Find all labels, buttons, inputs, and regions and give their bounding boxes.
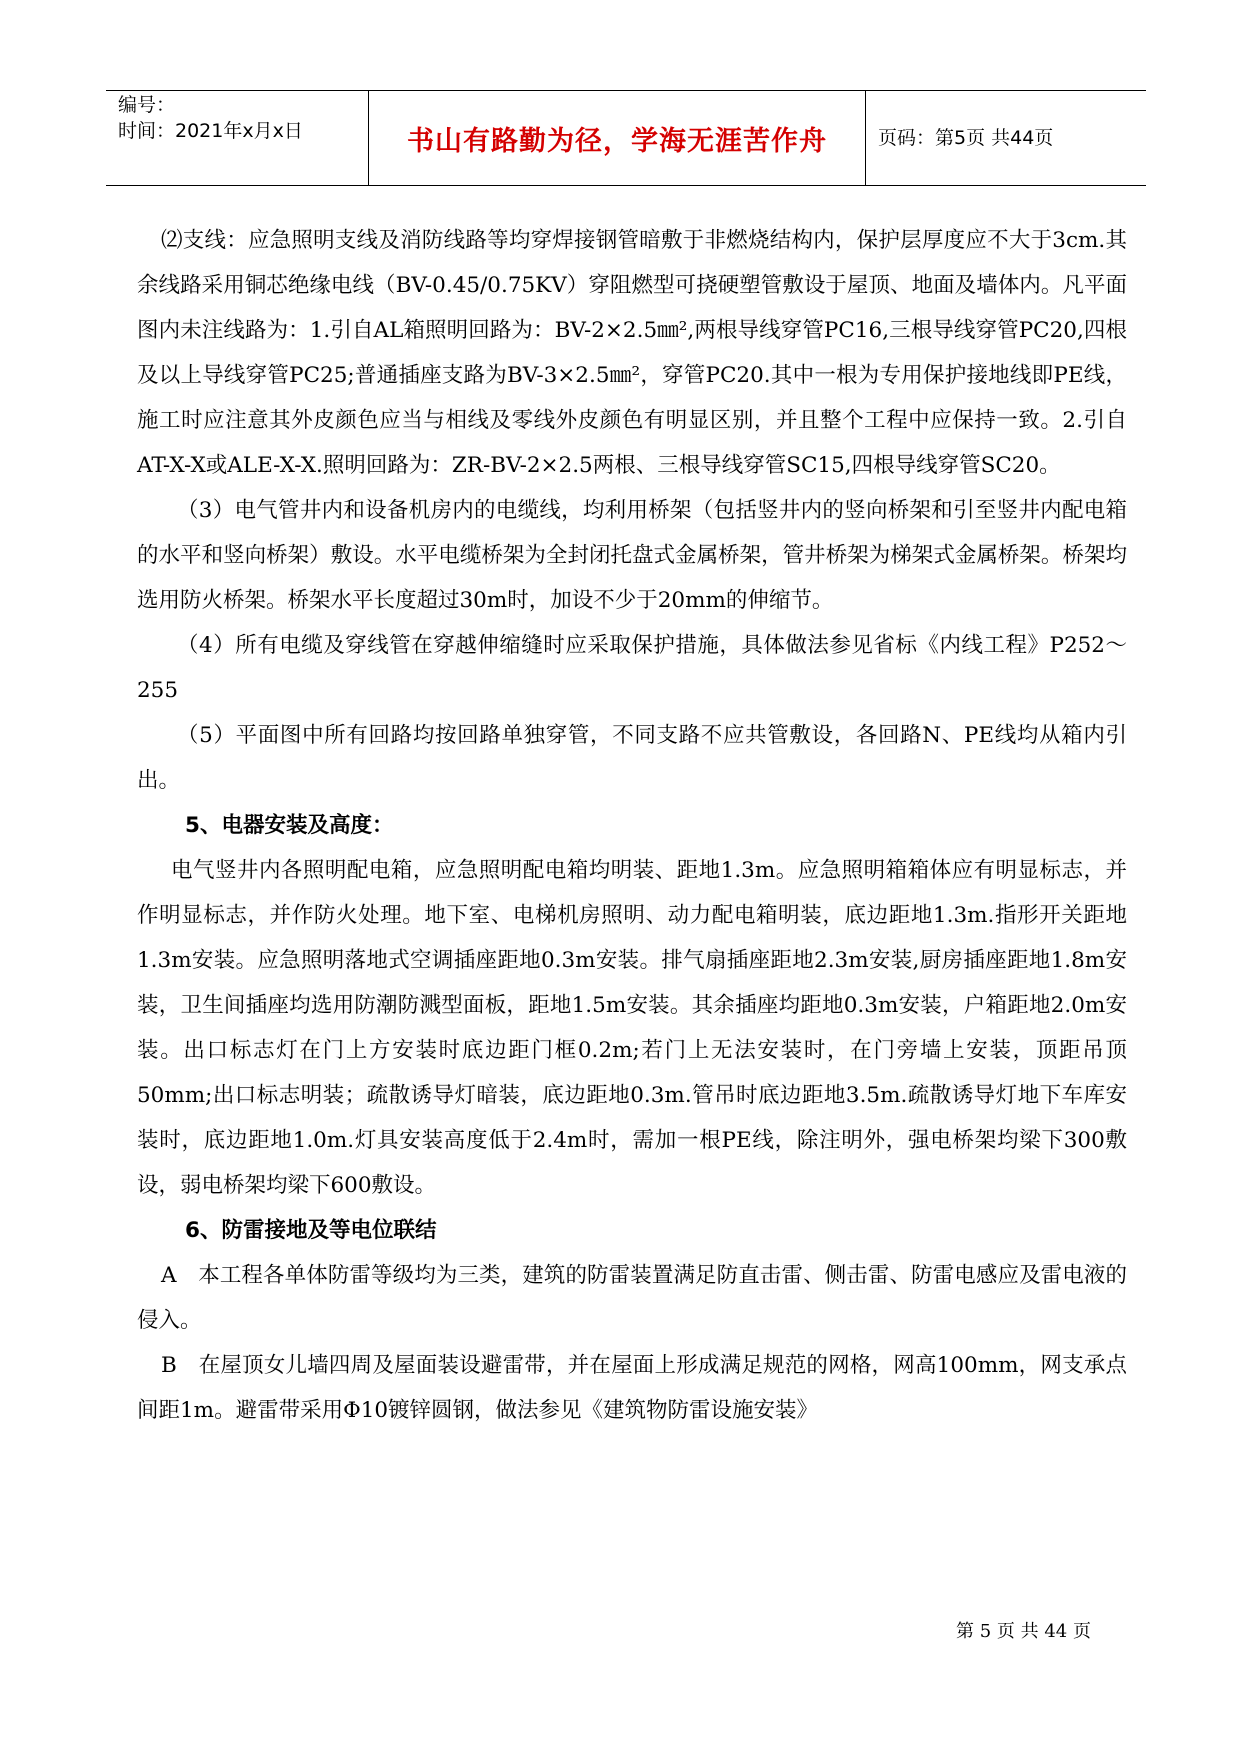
paragraph-lightning-a: A 本工程各单体防雷等级均为三类，建筑的防雷装置满足防直击雷、侧击雷、防雷电感应及雷电液的侵入。: [137, 1263, 1127, 1333]
paragraph-expansion-joint: （4）所有电缆及穿线管在穿越伸缩缝时应采取保护措施，具体做法参见省标《内线工程》P252～255: [137, 633, 1127, 703]
heading-installation-height: 5、电器安装及高度：: [185, 813, 394, 838]
number-label: 编号：: [118, 94, 176, 116]
paragraph-branch-lines: ⑵支线：应急照明支线及消防线路等均穿焊接钢管暗敷于非燃烧结构内，保护层厚度应不大于3cm.其余线路采用铜芯绝缘电线（BV-0.45/0.75KV）穿阻燃型可挠硬塑管敷设于屋顶、地面及墙体内。凡平面图内未注线路为：1.引自AL箱照明回路为：BV-2×2.5㎜²,两根导线穿管PC16,三根导线穿管PC20,四根及以上导线穿管PC25;普通插座支路为BV-3×2.5㎜²，穿管PC20.其中一根为专用保护接地线即PE线，施工时应注意其外皮颜色应当与相线及零线外皮颜色有明显区别，并且整个工程中应保持一致。2.引自AT-X-X或ALE-X-X.照明回路为：ZR-BV-2×2.5两根、三根导线穿管SC15,四根导线穿管SC20。: [137, 228, 1127, 478]
page-header: [106, 90, 1146, 186]
page-footer: 第 5 页 共 44 页: [956, 1621, 1091, 1642]
motto-text: 书山有路勤为径，学海无涯苦作舟: [407, 125, 827, 157]
header-info-cell: [106, 91, 369, 185]
heading-lightning-protection: 6、防雷接地及等电位联结: [185, 1218, 437, 1243]
paragraph-cable-tray: （3）电气管井内和设备机房内的电缆线，均利用桥架（包括竖井内的竖向桥架和引至竖井内配电箱的水平和竖向桥架）敷设。水平电缆桥架为全封闭托盘式金属桥架，管井桥架为梯架式金属桥架。桥架均选用防火桥架。桥架水平长度超过30m时，加设不少于20mm的伸缩节。: [137, 498, 1127, 613]
document-body: [137, 218, 1127, 1433]
paragraph-lightning-b: B 在屋顶女儿墙四周及屋面装设避雷带，并在屋面上形成满足规范的网格，网高100mm，网支承点间距1m。避雷带采用Φ10镀锌圆钢，做法参见《建筑物防雷设施安装》: [137, 1353, 1127, 1423]
page-number-label: 页码：第5页 共44页: [878, 127, 1054, 149]
time-label: 时间：2021年x月x日: [118, 120, 303, 142]
header-motto-cell: [369, 91, 866, 185]
paragraph-installation-height: 电气竖井内各照明配电箱，应急照明配电箱均明装、距地1.3m。应急照明箱箱体应有明显标志，并作明显标志，并作防火处理。地下室、电梯机房照明、动力配电箱明装，底边距地1.3m.指形开关距地1.3m安装。应急照明落地式空调插座距地0.3m安装。排气扇插座距地2.3m安装,厨房插座距地1.8m安装，卫生间插座均选用防潮防溅型面板，距地1.5m安装。其余插座均距地0.3m安装，户箱距地2.0m安装。出口标志灯在门上方安装时底边距门框0.2m;若门上无法安装时，在门旁墙上安装，顶距吊顶50mm;出口标志明装；疏散诱导灯暗装，底边距地0.3m.管吊时底边距地3.5m.疏散诱导灯地下车库安装时，底边距地1.0m.灯具安装高度低于2.4m时，需加一根PE线，除注明外，强电桥架均梁下300敷设，弱电桥架均梁下600敷设。: [137, 858, 1127, 1198]
header-page-cell: [866, 91, 1146, 185]
paragraph-separate-conduit: （5）平面图中所有回路均按回路单独穿管，不同支路不应共管敷设，各回路N、PE线均从箱内引出。: [137, 723, 1127, 793]
